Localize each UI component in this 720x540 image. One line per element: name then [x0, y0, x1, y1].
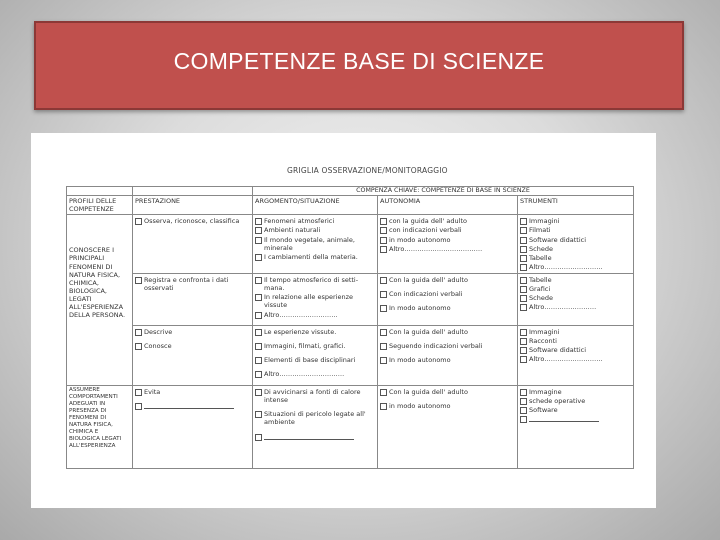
item-label: in modo autonomo [389, 235, 451, 244]
item-label: Schede [529, 244, 553, 253]
checkbox[interactable] [380, 246, 387, 253]
checkbox[interactable] [255, 294, 262, 301]
item-label: Situazioni di pericolo legate all' ambiente [264, 410, 366, 427]
item-label: Con la guida dell' adulto [389, 388, 468, 396]
checkbox[interactable] [380, 329, 387, 336]
grid-title: GRIGLIA OSSERVAZIONE/MONITORAGGIO [287, 166, 448, 175]
checkbox[interactable] [520, 416, 527, 423]
list-item [380, 388, 515, 396]
checkbox[interactable] [380, 237, 387, 244]
checkbox[interactable] [520, 389, 527, 396]
item-label: Elementi di base disciplinari [264, 356, 356, 365]
list-item [520, 245, 631, 253]
list-item [380, 290, 515, 298]
list-item [520, 285, 631, 293]
strumenti-cell [518, 215, 634, 274]
strumenti-cell [518, 326, 634, 386]
list-item [520, 406, 631, 414]
checkbox[interactable] [520, 407, 527, 414]
list-item [380, 245, 515, 253]
item-label: Altro……………………………… [389, 244, 483, 253]
checkbox[interactable] [255, 434, 262, 441]
checkbox[interactable] [135, 403, 142, 410]
item-label: Descrive [144, 328, 173, 336]
item-label: Immagine [529, 388, 562, 396]
observation-grid [66, 186, 634, 469]
item-label: Altro…………………… [529, 303, 597, 312]
checkbox[interactable] [380, 218, 387, 225]
blank-line [529, 415, 599, 422]
checkbox[interactable] [380, 343, 387, 350]
item-label: Grafici [529, 285, 551, 294]
list-item [255, 253, 375, 261]
list-item [255, 276, 375, 292]
item-label: Immagini, filmati, grafici. [264, 342, 346, 351]
list-item [520, 254, 631, 262]
prestazione-cell [133, 326, 253, 386]
item-label: Con la guida dell' adulto [389, 276, 468, 284]
autonomia-cell [378, 386, 518, 469]
checkbox[interactable] [255, 237, 262, 244]
checkbox[interactable] [520, 218, 527, 225]
list-item [520, 397, 631, 405]
list-item [520, 328, 631, 336]
list-item [520, 276, 631, 284]
prestazione-cell [133, 386, 253, 469]
item-label: Tabelle [529, 253, 552, 262]
list-item [135, 276, 250, 292]
item-label: Altro……………………… [529, 355, 603, 364]
empty-cell [133, 187, 253, 196]
header-autonomia: AUTONOMIA [378, 196, 518, 215]
checkbox[interactable] [255, 357, 262, 364]
checkbox[interactable] [520, 347, 527, 354]
checkbox[interactable] [520, 237, 527, 244]
item-label: Software didattici [529, 235, 587, 244]
item-label: con la guida dell' adulto [389, 217, 467, 226]
checkbox[interactable] [255, 312, 262, 319]
argomento-cell [253, 386, 378, 469]
item-label: Con la guida dell' adulto [389, 328, 468, 336]
item-label: In relazione alle esperienze vissute [264, 293, 353, 310]
checkbox[interactable] [520, 277, 527, 284]
checkbox[interactable] [520, 398, 527, 405]
argomento-cell [253, 215, 378, 274]
header-strumenti: STRUMENTI [518, 196, 634, 215]
autonomia-cell [378, 326, 518, 386]
list-item [255, 356, 375, 364]
item-label: Software [529, 406, 558, 415]
key-competence-header: COMPENZA CHIAVE: COMPETENZE DI BASE IN SCIENZE [253, 187, 634, 196]
profile-cell [67, 386, 133, 469]
item-label: con indicazioni verbali [389, 226, 462, 235]
item-label: in modo autonomo [389, 402, 451, 411]
list-item [135, 217, 250, 225]
checkbox[interactable] [520, 304, 527, 311]
item-label: In modo autonomo [389, 304, 451, 313]
profile-cell [67, 215, 133, 386]
empty-cell [67, 187, 133, 196]
checkbox[interactable] [520, 246, 527, 253]
checkbox[interactable] [380, 403, 387, 410]
checkbox[interactable] [520, 295, 527, 302]
checkbox[interactable] [255, 218, 262, 225]
checkbox[interactable] [380, 277, 387, 284]
header-profili: PROFILI DELLE COMPETENZE [67, 196, 133, 215]
item-label: Immagini [529, 328, 560, 336]
checkbox[interactable] [135, 277, 142, 284]
item-label: Tabelle [529, 276, 552, 284]
list-item [255, 410, 375, 426]
list-item [520, 294, 631, 302]
list-item [255, 217, 375, 225]
list-item [255, 342, 375, 350]
checkbox[interactable] [255, 411, 262, 418]
item-label: Filmati [529, 226, 551, 235]
prestazione-cell [133, 215, 253, 274]
checkbox[interactable] [380, 305, 387, 312]
checkbox[interactable] [520, 286, 527, 293]
item-label: Il tempo atmosferico di setti-mana. [264, 276, 359, 293]
list-item [520, 355, 631, 363]
strumenti-cell [518, 386, 634, 469]
checkbox[interactable] [255, 371, 262, 378]
list-item [255, 226, 375, 234]
list-item [135, 342, 250, 350]
list-item [520, 346, 631, 354]
list-item [520, 236, 631, 244]
list-item [380, 402, 515, 410]
strumenti-cell [518, 274, 634, 326]
checkbox[interactable] [255, 389, 262, 396]
checkbox[interactable] [135, 329, 142, 336]
checkbox[interactable] [135, 218, 142, 225]
item-label: Evita [144, 388, 161, 396]
blank-line [144, 402, 234, 409]
scanned-document [31, 133, 656, 508]
list-item [520, 415, 631, 423]
checkbox[interactable] [135, 343, 142, 350]
item-label: Immagini [529, 217, 560, 226]
argomento-cell [253, 326, 378, 386]
list-item [380, 226, 515, 234]
checkbox[interactable] [380, 389, 387, 396]
checkbox[interactable] [520, 255, 527, 262]
list-item [380, 304, 515, 312]
argomento-cell [253, 274, 378, 326]
list-item [135, 402, 250, 410]
list-item [255, 388, 375, 404]
list-item [520, 263, 631, 271]
item-label: Software didattici [529, 346, 587, 355]
blank-line [264, 433, 354, 440]
list-item [520, 337, 631, 345]
list-item [135, 328, 250, 336]
header-prestazione: PRESTAZIONE [133, 196, 253, 215]
checkbox[interactable] [255, 227, 262, 234]
item-label: In modo autonomo [389, 356, 451, 365]
checkbox[interactable] [520, 356, 527, 363]
checkbox[interactable] [255, 343, 262, 350]
slide-title-banner [34, 21, 684, 110]
item-label: Osserva, riconosce, classifica [144, 217, 240, 226]
profile-text: CONOSCERE I PRINCIPALI FENOMENI DI NATURA FISICA, CHIMICA, BIOLOGICA, LEGATI ALL'ESPERIENZA DELLA PERSONA. [69, 246, 126, 320]
list-item [380, 328, 515, 336]
list-item [520, 226, 631, 234]
slide-title: COMPETENZE BASE DI SCIENZE [173, 48, 545, 74]
list-item [255, 328, 375, 336]
item-label: Altro……………………… [264, 310, 338, 319]
autonomia-cell [378, 215, 518, 274]
item-label: Il mondo vegetale, animale, minerale [264, 235, 355, 252]
list-item [135, 388, 250, 396]
item-label: Registra e confronta i dati osservati [144, 276, 229, 293]
checkbox[interactable] [520, 338, 527, 345]
item-label: Racconti [529, 337, 557, 346]
checkbox[interactable] [520, 227, 527, 234]
checkbox[interactable] [380, 357, 387, 364]
list-item [255, 311, 375, 319]
checkbox[interactable] [520, 329, 527, 336]
list-item [380, 236, 515, 244]
list-item [520, 303, 631, 311]
list-item [380, 356, 515, 364]
checkbox[interactable] [135, 389, 142, 396]
header-argomento: ARGOMENTO/SITUAZIONE [253, 196, 378, 215]
list-item [255, 293, 375, 309]
item-label: Altro……………………… [529, 262, 603, 271]
checkbox[interactable] [255, 254, 262, 261]
item-label: Schede [529, 294, 553, 303]
profile-text: ASSUMERE COMPORTAMENTI ADEGUATI IN PRESENZA DI FENOMENI DI NATURA FISICA, CHIMICA E BIOLOGICA LEGATI ALL'ESPERIENZA [69, 387, 122, 449]
list-item [380, 217, 515, 225]
item-label: I cambiamenti della materia. [264, 252, 358, 261]
list-item [380, 342, 515, 350]
item-label: Di avvicinarsi a fonti di calore intense [264, 388, 361, 405]
item-label: Le esperienze vissute. [264, 328, 337, 336]
checkbox[interactable] [520, 264, 527, 271]
item-label: Altro………………………… [264, 370, 345, 379]
item-label: Seguendo indicazioni verbali [389, 342, 483, 351]
autonomia-cell [378, 274, 518, 326]
list-item [520, 217, 631, 225]
item-label: Conosce [144, 342, 172, 351]
checkbox[interactable] [380, 227, 387, 234]
checkbox[interactable] [255, 277, 262, 284]
checkbox[interactable] [380, 291, 387, 298]
checkbox[interactable] [255, 329, 262, 336]
item-label: schede operative [529, 397, 586, 406]
prestazione-cell [133, 274, 253, 326]
item-label: Con indicazioni verbali [389, 290, 463, 299]
list-item [255, 370, 375, 378]
item-label: Fenomeni atmosferici [264, 217, 335, 226]
list-item [255, 236, 375, 252]
list-item [255, 433, 375, 441]
list-item [520, 388, 631, 396]
item-label: Ambienti naturali [264, 226, 321, 235]
list-item [380, 276, 515, 284]
